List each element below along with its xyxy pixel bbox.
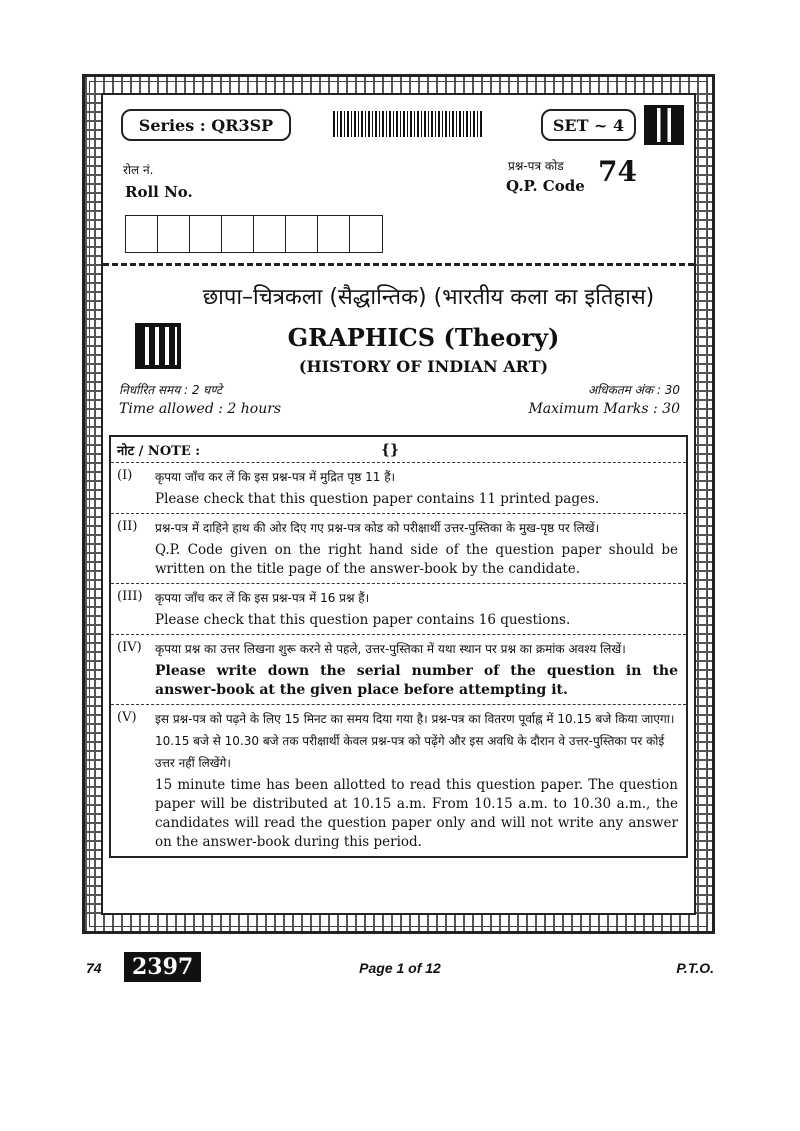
page-body xyxy=(101,93,696,915)
roll-digit-box[interactable] xyxy=(126,216,158,252)
qp-code-label-hindi: प्रश्न-पत्र कोड xyxy=(508,159,564,173)
instructions-table xyxy=(109,435,688,858)
note-text: Q.P. Code given on the right hand side of the question paper should be written on the title page of the answer-book by the candidate. xyxy=(155,542,678,577)
note-number: (I) xyxy=(117,468,133,483)
roll-digit-box[interactable] xyxy=(190,216,222,252)
note-text: Please write down the serial number of the question in the answer-book at the given place before attempting it. xyxy=(155,663,678,698)
note-item xyxy=(111,514,686,584)
note-text-hindi: कृपया जाँच कर लें कि इस प्रश्न-पत्र में मुद्रित पृष्ठ 11 हैं। xyxy=(155,470,396,484)
note-item xyxy=(111,705,686,856)
roll-number-label: Roll No. xyxy=(125,183,193,201)
notes-braces: {} xyxy=(381,441,400,458)
roll-number-label-hindi: रोल नं. xyxy=(123,163,154,177)
series-box xyxy=(121,109,291,141)
max-marks-hindi: अधिकतम अंक : 30 xyxy=(587,383,680,397)
roll-digit-box[interactable] xyxy=(286,216,318,252)
note-text-hindi: इस प्रश्न-पत्र को पढ़ने के लिए 15 मिनट का समय दिया गया है। प्रश्न-पत्र का वितरण पूर्वाह्न में 10.15 बजे किया जाएगा। 10.15 बजे से 10.30 बजे तक परीक्षार्थी केवल प्रश्न-पत्र को पढ़ेंगे और इस अवधि के दौरान वे उत्तर-पुस्तिका पर कोई उत्तर नहीं लिखेंगे। xyxy=(155,712,675,770)
footer-qp-code: 74 xyxy=(86,960,102,976)
qp-code-label: Q.P. Code xyxy=(506,177,585,195)
roll-digit-box[interactable] xyxy=(254,216,286,252)
roll-digit-box[interactable] xyxy=(158,216,190,252)
note-text-hindi: कृपया प्रश्न का उत्तर लिखना शुरू करने से पहले, उत्तर-पुस्तिका में यथा स्थान पर प्रश्न का क्रमांक अवश्य लिखें। xyxy=(155,642,626,656)
border-right-pattern xyxy=(696,93,712,915)
page-footer xyxy=(0,950,800,990)
page-number: Page 1 of 12 xyxy=(359,960,441,976)
barcode-image xyxy=(333,111,483,137)
note-text: Please check that this question paper contains 16 questions. xyxy=(155,612,571,628)
note-number: (III) xyxy=(117,589,143,604)
paper-title-hindi: छापा–चित्रकला (सैद्धान्तिक) (भारतीय कला का इतिहास) xyxy=(202,285,655,310)
qp-code-value: 74 xyxy=(598,155,637,188)
note-item xyxy=(111,584,686,635)
time-allowed: Time allowed : 2 hours xyxy=(119,401,282,417)
roll-digit-box[interactable] xyxy=(350,216,382,252)
series-label: Series : QR3SP xyxy=(138,115,274,135)
note-text: Please check that this question paper contains 11 printed pages. xyxy=(155,491,600,507)
footer-paper-code: 2397 xyxy=(124,952,201,982)
set-box xyxy=(541,109,636,141)
note-text-hindi: कृपया जाँच कर लें कि इस प्रश्न-पत्र में 16 प्रश्न हैं। xyxy=(155,591,370,605)
border-left-pattern xyxy=(85,93,101,915)
note-text-hindi: प्रश्न-पत्र में दाहिने हाथ की ओर दिए गए प्रश्न-पत्र कोड को परीक्षार्थी उत्तर-पुस्तिका के मुख-पृष्ठ पर लिखें। xyxy=(155,521,600,535)
paper-title: GRAPHICS (Theory) xyxy=(287,323,560,352)
max-marks: Maximum Marks : 30 xyxy=(528,401,680,417)
ornamental-border xyxy=(82,74,715,934)
note-number: (IV) xyxy=(117,640,142,655)
note-text: 15 minute time has been allotted to read this question paper. The question paper will be distributed at 10.15 a.m. From 10.15 a.m. to 10.30 a.m., the candidates will read the question paper only and will not write any answer on the answer-book during this period. xyxy=(155,777,678,850)
qr-code-small xyxy=(644,105,684,145)
time-allowed-hindi: निर्धारित समय : 2 घण्टे xyxy=(119,383,223,397)
pto-label: P.T.O. xyxy=(676,960,714,976)
notes-heading-row xyxy=(111,437,686,463)
note-number: (V) xyxy=(117,710,137,725)
cut-line-divider xyxy=(103,263,694,266)
roll-digit-box[interactable] xyxy=(318,216,350,252)
note-item xyxy=(111,635,686,705)
set-label: SET ~ 4 xyxy=(552,115,625,135)
notes-heading: नोट / NOTE : xyxy=(117,443,201,459)
paper-subtitle: (HISTORY OF INDIAN ART) xyxy=(298,357,549,376)
roll-number-boxes[interactable] xyxy=(125,215,383,253)
note-item xyxy=(111,463,686,514)
note-number: (II) xyxy=(117,519,138,534)
roll-digit-box[interactable] xyxy=(222,216,254,252)
